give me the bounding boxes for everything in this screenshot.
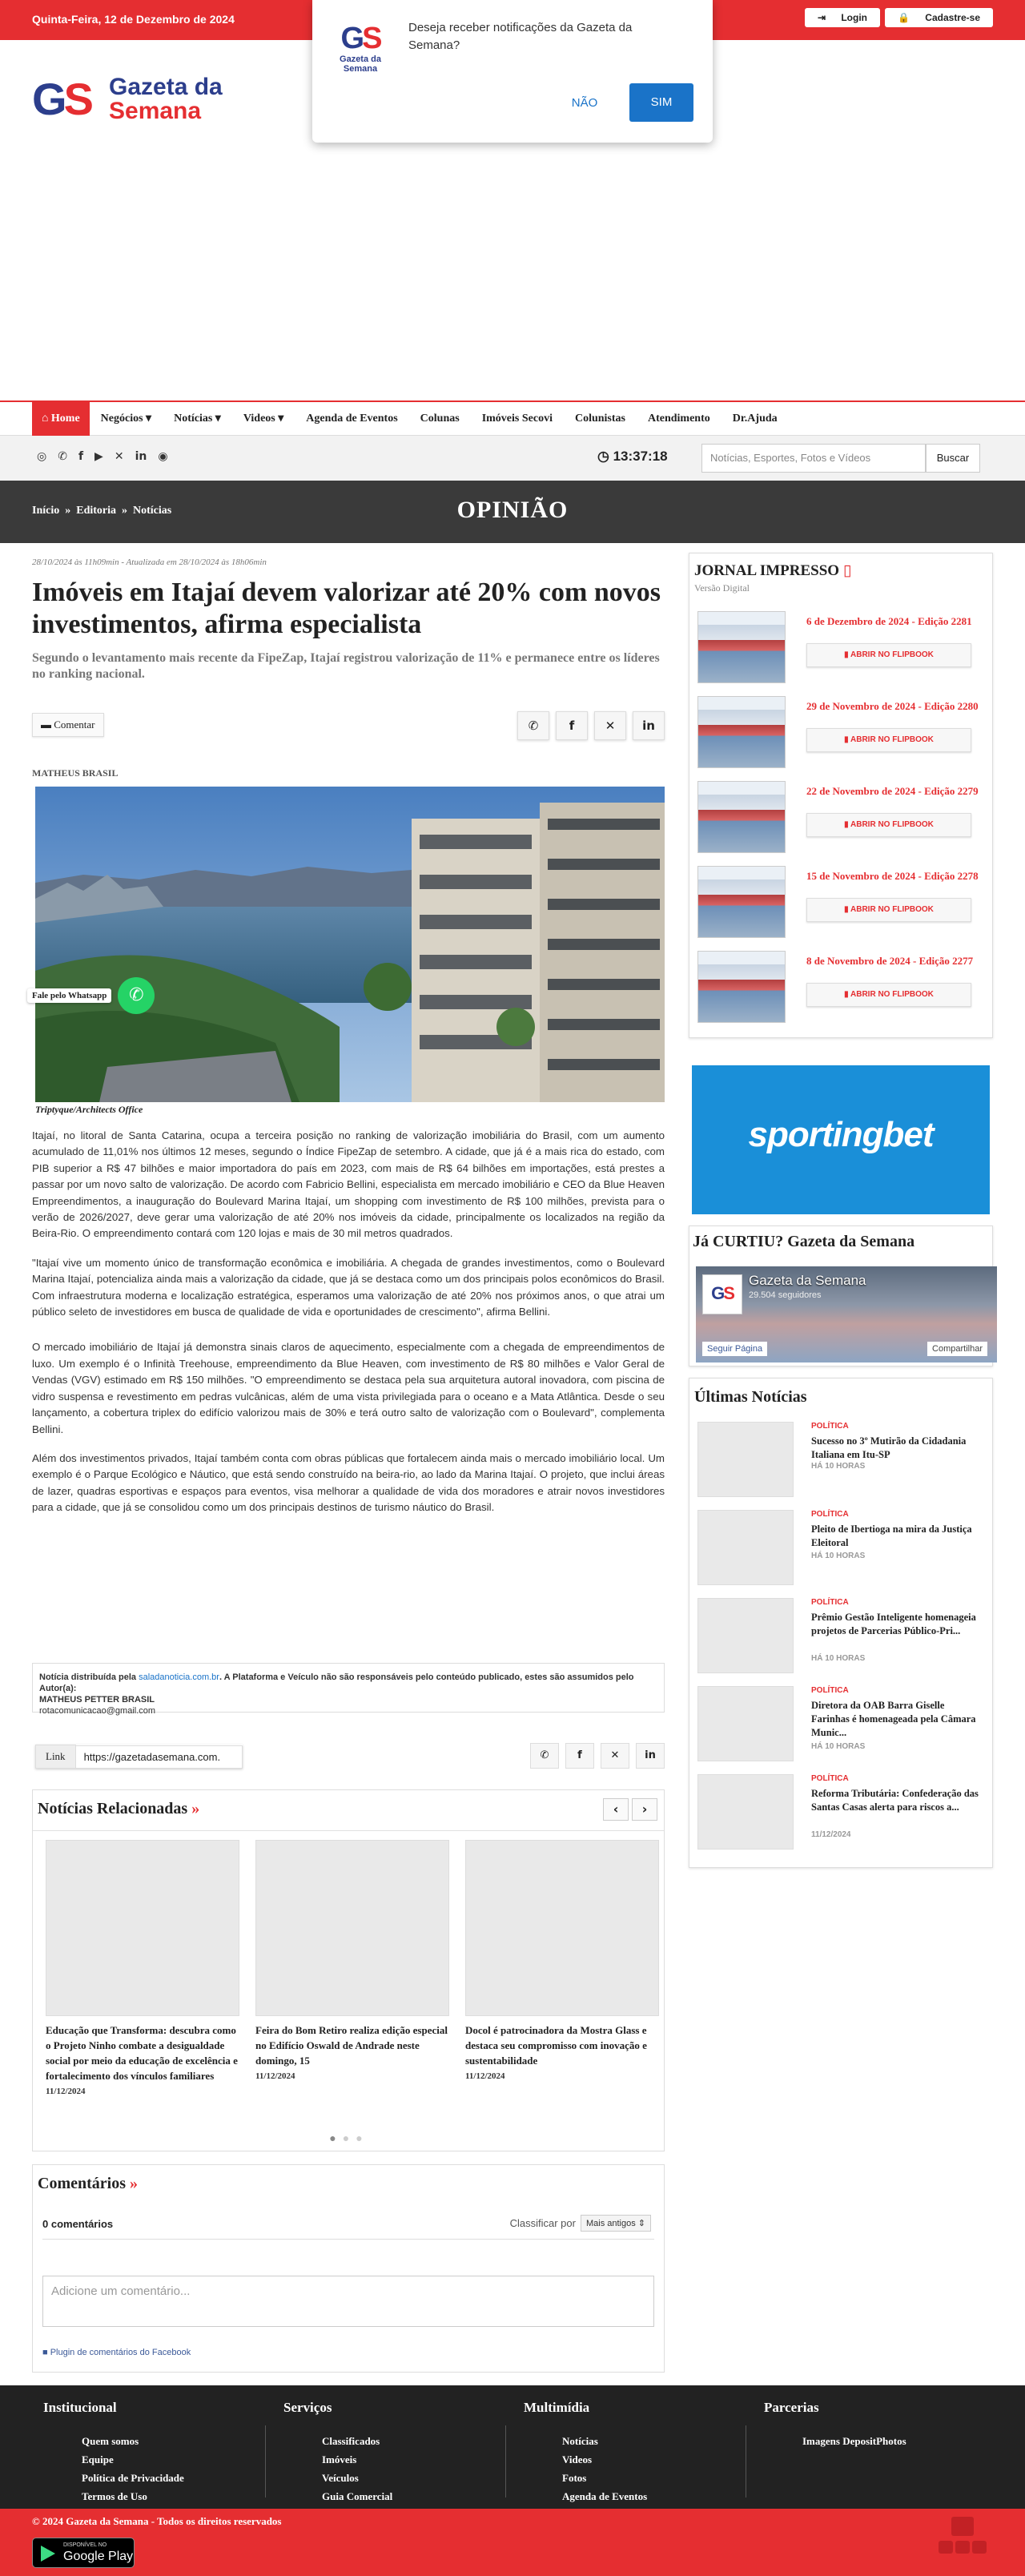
- popup-yes-button[interactable]: SIM: [629, 83, 693, 122]
- section-title: OPINIÃO: [456, 497, 569, 523]
- social-search-row: [0, 436, 1025, 481]
- share-linkedin-icon[interactable]: in: [636, 1743, 665, 1769]
- notification-popup: [312, 0, 713, 143]
- linkedin-icon[interactable]: in: [135, 450, 147, 463]
- footer-column-title: Multimídia: [524, 2400, 590, 2415]
- nav-noticias[interactable]: Notícias ▾: [174, 413, 221, 425]
- comment-icon: ▬: [41, 718, 51, 731]
- logo-line-2: Semana: [109, 98, 202, 124]
- footer-link[interactable]: Veículos: [322, 2472, 359, 2484]
- edition-item[interactable]: [697, 781, 986, 861]
- pdf-icon: ▮: [844, 905, 849, 914]
- related-card[interactable]: [255, 1840, 449, 2081]
- google-play-icon: [41, 2546, 55, 2562]
- x-icon[interactable]: ✕: [114, 450, 124, 463]
- jornal-subtitle: Versão Digital: [694, 582, 750, 594]
- facebook-widget: [689, 1226, 993, 1366]
- comment-sort: Classificar por Mais antigos ⇕: [510, 2215, 651, 2232]
- paragraph: Além dos investimentos privados, Itajaí também conta com obras públicas que fortalecem ainda mais o mercado imobiliário local. Um exemplo é o Parque Ecológico e Náutico, que está sendo construído na beira-rio, ao lado da Marina Itajaí. O projeto, que inclui áreas de lazer, quadras esportivas e espaços para eventos, visa melhorar a qualidade de vida dos moradores e atrair novos investidores para a cidade, que já se consolidou como um dos principais destinos de turismo náutico do Brasil.: [32, 1451, 665, 1514]
- related-card[interactable]: [46, 1840, 239, 2096]
- paragraph: "Itajaí vive um momento único de transformação econômica e imobiliária. A chegada de grandes investimentos, como o Boulevard Marina Itajaí, potencializa ainda mais a valorização da cidade, que já se destaca como um dos principais polos econômicos do Brasil. Com infraestrutura moderna e localização estratégica, esperamos uma valorização de até 20% nos próximos anos, o que atrai um público seleto de investidores em busca de qualidade de vida e oportunidades de crescimento", afirma Bellini.: [32, 1256, 665, 1318]
- clock-icon: ◷: [597, 449, 609, 464]
- sportingbet-ad[interactable]: [692, 1065, 990, 1214]
- search-button[interactable]: Buscar: [926, 444, 980, 473]
- chat-widget-icon[interactable]: [939, 2517, 987, 2562]
- latest-title-text[interactable]: Sucesso no 3º Mutirão da Cidadania Italiana em Itu-SP: [811, 1435, 967, 1460]
- footer-column: [753, 2400, 993, 2499]
- search-input[interactable]: Notícias, Esportes, Fotos e Vídeos: [701, 444, 926, 473]
- jornal-title: JORNAL IMPRESSO ▯: [694, 561, 852, 579]
- comment-count: 0 comentários: [42, 2218, 114, 2230]
- latest-item[interactable]: [697, 1510, 987, 1590]
- related-image: [255, 1840, 449, 2016]
- facebook-icon[interactable]: f: [78, 450, 84, 463]
- whatsapp-icon[interactable]: ✆: [118, 977, 155, 1014]
- latest-title: Últimas Notícias: [694, 1388, 807, 1406]
- article-meta: 28/10/2024 às 11h09min - Atualizada em 28/10/2024 às 18h06min: [32, 557, 267, 567]
- share-buttons-bottom: [530, 1743, 665, 1769]
- nav-drajuda[interactable]: Dr.Ajuda: [732, 413, 778, 425]
- related-card-title: Educação que Transforma: descubra como o Projeto Ninho combate a desigualdade social por meio da educação de excelência e fortalecimento dos vínculos familiares: [46, 2024, 238, 2082]
- related-card-date: 11/12/2024: [255, 2071, 295, 2081]
- comment-button[interactable]: ▬ Comentar: [32, 713, 104, 737]
- breadcrumb: Início » Editoria » Notícias: [32, 505, 172, 517]
- footer-column-title: Serviços: [283, 2400, 332, 2415]
- copyright-text: © 2024 Gazeta da Semana - Todos os direitos reservados: [32, 2515, 282, 2527]
- logo-mark: GS: [32, 74, 90, 124]
- footer-link[interactable]: Termos de Uso: [82, 2490, 147, 2502]
- footer-column: [272, 2400, 512, 2502]
- latest-date: 11/12/2024: [811, 1830, 851, 1839]
- related-image: [46, 1840, 239, 2016]
- latest-item[interactable]: [697, 1774, 987, 1854]
- footer-column: [512, 2400, 753, 2502]
- share-linkedin-icon[interactable]: in: [633, 711, 665, 740]
- latest-category: POLÍTICA: [811, 1510, 849, 1519]
- latest-category: POLÍTICA: [811, 1774, 849, 1783]
- edition-cover[interactable]: [697, 696, 786, 768]
- edition-item[interactable]: [697, 866, 986, 946]
- related-card[interactable]: [465, 1840, 659, 2081]
- instagram-icon[interactable]: ◎: [37, 450, 47, 463]
- related-title: Notícias Relacionadas »: [38, 1800, 200, 1817]
- pdf-icon: ▮: [844, 820, 849, 829]
- share-x-icon[interactable]: ✕: [601, 1743, 629, 1769]
- latest-category: POLÍTICA: [811, 1422, 849, 1431]
- ad-text: sportingbet: [748, 1115, 934, 1154]
- related-image: [465, 1840, 659, 2016]
- article-body: [32, 1128, 665, 1529]
- article-author: MATHEUS BRASIL: [32, 767, 119, 779]
- whatsapp-float[interactable]: [27, 977, 155, 1014]
- footer-column-title: Institucional: [43, 2400, 117, 2415]
- breadcrumb-inicio[interactable]: Início: [32, 505, 60, 517]
- article-subtitle: Segundo o levantamento mais recente da FipeZap, Itajaí registrou valorização de 11% e permanece entre os líderes no ranking nacional.: [32, 651, 660, 681]
- copyright-bar: [0, 2509, 1025, 2576]
- latest-image[interactable]: [697, 1422, 794, 1497]
- curtiu-title: Já CURTIU? Gazeta da Semana: [693, 1233, 915, 1250]
- facebook-page-box[interactable]: [696, 1266, 997, 1362]
- edition-cover[interactable]: [697, 781, 786, 853]
- source-link[interactable]: saladanoticia.com.br: [139, 1672, 219, 1682]
- article-headline: Imóveis em Itajaí devem valorizar até 20% com novos investimentos, afirma especialista: [32, 578, 661, 639]
- section-header: [0, 481, 1025, 543]
- logo-line-1: Gazeta da: [109, 74, 223, 100]
- nav-negocios[interactable]: Negócios ▾: [100, 413, 152, 425]
- article: [32, 557, 665, 2357]
- share-x-icon[interactable]: ✕: [594, 711, 626, 740]
- lock-icon: 🔒: [891, 8, 916, 27]
- footer-link[interactable]: Agenda de Eventos: [562, 2490, 648, 2502]
- distribution-disclaimer: Notícia distribuída pela saladanoticia.com.br. A Plataforma e Veículo não são responsáveis pelo conteúdo publicado, estes são assumidos pelo Autor(a): MATHEUS PETTER BRASIL rotacomunicacao@gmail.com: [32, 1663, 665, 1713]
- nav-colunistas[interactable]: Colunistas: [574, 413, 625, 425]
- related-card-date: 11/12/2024: [465, 2071, 505, 2081]
- footer-link[interactable]: Videos: [562, 2453, 593, 2465]
- paragraph: O mercado imobiliário de Itajaí já demonstra sinais claros de aquecimento, especialmente com a chegada de empreendimentos de luxo. Um exemplo é o Infinità Treehouse, empreendimento da Blue Heaven, com investimento de R$ 80 milhões e Valor Geral de Vendas (VGV) estimado em R$ 150 milhões. "O empreendimento se destaca pela sua arquitetura autoral inovadora, com piscina de vidro suspensa e revestimento em pedras vulcânicas, além de uma vista privilegiada para o oceano e a Mata Atlântica. Desde o seu lançamento, a cobertura triplex do edifício valorizou mais de 30% e terá outro salto de valorização com o Boulevard", complementa Bellini.: [32, 1341, 665, 1435]
- footer-link[interactable]: Notícias: [562, 2435, 598, 2447]
- edition-title[interactable]: 22 de Novembro de 2024 - Edição 2279: [806, 785, 979, 797]
- comments-section: [32, 2164, 665, 2373]
- latest-item[interactable]: [697, 1686, 987, 1766]
- page-followers: 29.504 seguidores: [749, 1290, 822, 1300]
- facebook-plugin-link[interactable]: ■ Plugin de comentários do Facebook: [42, 2348, 191, 2357]
- flipbook-button[interactable]: ▮ ABRIR NO FLIPBOOK: [806, 728, 971, 752]
- popup-no-button[interactable]: NÃO: [571, 96, 598, 110]
- latest-title-text[interactable]: Diretora da OAB Barra Giselle Farinhas é homenageada pela Câmara Munic...: [811, 1700, 976, 1738]
- flipbook-button[interactable]: ▮ ABRIR NO FLIPBOOK: [806, 813, 971, 837]
- footer-link[interactable]: Política de Privacidade: [82, 2472, 184, 2484]
- edition-item[interactable]: [697, 611, 986, 691]
- whatsapp-icon[interactable]: ✆: [58, 450, 67, 463]
- nav-home[interactable]: ⌂ Home: [32, 402, 90, 436]
- google-play-badge[interactable]: DISPONÍVEL NO Google Play: [32, 2538, 135, 2568]
- pdf-icon: ▮: [844, 650, 849, 659]
- breadcrumb-noticias[interactable]: Notícias: [133, 505, 172, 517]
- edition-title[interactable]: 8 de Novembro de 2024 - Edição 2277: [806, 955, 974, 967]
- footer-link[interactable]: Classificados: [322, 2435, 380, 2447]
- page-avatar: GS: [702, 1274, 742, 1314]
- pdf-icon: ▮: [844, 990, 849, 999]
- edition-title[interactable]: 29 de Novembro de 2024 - Edição 2280: [806, 700, 979, 712]
- next-arrow-icon[interactable]: ›: [632, 1798, 657, 1821]
- link-label: Link: [35, 1745, 76, 1769]
- edition-cover[interactable]: [697, 611, 786, 683]
- whatsapp-label: Fale pelo Whatsapp: [27, 988, 111, 1003]
- sort-select[interactable]: Mais antigos ⇕: [581, 2215, 651, 2232]
- footer: [0, 2385, 1025, 2509]
- share-facebook-icon[interactable]: f: [556, 711, 588, 740]
- latest-date: HÁ 10 HORAS: [811, 1552, 866, 1560]
- latest-date: HÁ 10 HORAS: [811, 1654, 866, 1663]
- latest-title-text[interactable]: Pleito de Ibertioga na mira da Justiça Eleitoral: [811, 1523, 972, 1548]
- related-news: [32, 1789, 665, 2151]
- nav-colunas[interactable]: Colunas: [420, 413, 460, 425]
- edition-title[interactable]: 6 de Dezembro de 2024 - Edição 2281: [806, 615, 972, 627]
- latest-category: POLÍTICA: [811, 1686, 849, 1695]
- carousel-dots[interactable]: ●●●: [329, 2133, 369, 2145]
- jornal-impresso: [689, 553, 993, 1038]
- related-card-title: Feira do Bom Retiro realiza edição especial no Edifício Oswald de Andrade neste domingo, 15: [255, 2024, 448, 2067]
- youtube-icon[interactable]: ▶: [94, 450, 103, 463]
- follow-page-button[interactable]: Seguir Página: [702, 1342, 767, 1356]
- home-icon: ⌂: [42, 413, 49, 425]
- paragraph: Itajaí, no litoral de Santa Catarina, ocupa a terceira posição no ranking de valorização imobiliária do Brasil, com um aumento acumulado de 11,01% nos últimos 12 meses, segundo o Índice FipeZap de setembro. A cidade, que já é a mais rica do estado, com PIB superior a R$ 47 bilhões e maior importadora do país em 2023, com mais de R$ 64 bilhões em importações, está prestes a passar por um novo salto de valorização. De acordo com Fabricio Bellini, especialista em mercado imobiliário e CEO da Blue Heaven Empreendimentos, a inauguração do Boulevard Marina Itajaí, um shopping com investimento de R$ 100 milhões, prevista para o verão de 2026/2027, deve gerar uma valorização de até 20% nos imóveis da cidade, principalmente os localizados na região da Beira-Rio. O empreendimento contará com 120 lojas e mais de 30 mil metros quadrados.: [32, 1129, 665, 1240]
- rss-icon[interactable]: ◉: [158, 450, 168, 463]
- latest-category: POLÍTICA: [811, 1598, 849, 1607]
- latest-news: [689, 1378, 993, 1868]
- share-page-button[interactable]: Compartilhar: [927, 1342, 987, 1356]
- edition-cover[interactable]: [697, 951, 786, 1023]
- disclaimer-email: rotacomunicacao@gmail.com: [39, 1706, 156, 1716]
- photo-caption: Triptyque/Architects Office: [35, 1104, 143, 1115]
- login-button[interactable]: ⇥ Login: [805, 8, 880, 27]
- edition-item[interactable]: [697, 951, 986, 1031]
- latest-date: HÁ 10 HORAS: [811, 1742, 866, 1751]
- popup-message: Deseja receber notificações da Gazeta da Semana?: [408, 21, 633, 52]
- footer-link[interactable]: Equipe: [82, 2453, 114, 2465]
- breadcrumb-editoria[interactable]: Editoria: [76, 505, 117, 517]
- facebook-icon: ■: [42, 2348, 48, 2357]
- register-button[interactable]: 🔒 Cadastre-se: [885, 8, 993, 27]
- disclaimer-author: MATHEUS PETTER BRASIL: [39, 1695, 155, 1705]
- footer-link[interactable]: Guia Comercial: [322, 2490, 393, 2502]
- latest-title-text[interactable]: Reforma Tributária: Confederação das Santas Casas alerta para riscos a...: [811, 1788, 979, 1813]
- latest-image[interactable]: [697, 1598, 794, 1673]
- share-whatsapp-icon[interactable]: ✆: [530, 1743, 559, 1769]
- pdf-icon: ▮: [844, 735, 849, 744]
- comments-title: Comentários »: [38, 2175, 138, 2192]
- share-buttons: [517, 711, 665, 740]
- latest-title-text[interactable]: Prêmio Gestão Inteligente homenageia projetos de Parcerias Público-Pri...: [811, 1612, 976, 1636]
- phone-icon: ▯: [842, 561, 852, 579]
- share-facebook-icon[interactable]: f: [565, 1743, 594, 1769]
- nav-atendimento[interactable]: Atendimento: [647, 413, 710, 425]
- latest-image[interactable]: [697, 1686, 794, 1761]
- latest-item[interactable]: [697, 1422, 987, 1502]
- flipbook-button[interactable]: ▮ ABRIR NO FLIPBOOK: [806, 898, 971, 922]
- footer-link[interactable]: Fotos: [562, 2472, 587, 2484]
- latest-image[interactable]: [697, 1774, 794, 1849]
- link-field[interactable]: https://gazetadasemana.com.: [76, 1745, 243, 1769]
- nav-agenda[interactable]: Agenda de Eventos: [306, 413, 398, 425]
- latest-date: HÁ 10 HORAS: [811, 1462, 866, 1471]
- nav-videos[interactable]: Videos ▾: [243, 413, 284, 425]
- popup-logo: GS Gazeta da Semana: [340, 22, 381, 74]
- related-card-title: Docol é patrocinadora da Mostra Glass e destaca seu compromisso com inovação e sustentabilidade: [465, 2024, 647, 2067]
- main-nav: [0, 400, 1025, 436]
- footer-link[interactable]: Imagens DepositPhotos: [802, 2435, 906, 2447]
- flipbook-button[interactable]: ▮ ABRIR NO FLIPBOOK: [806, 983, 971, 1007]
- clock: ◷ 13:37:18: [597, 449, 668, 464]
- flipbook-button[interactable]: ▮ ABRIR NO FLIPBOOK: [806, 643, 971, 667]
- latest-image[interactable]: [697, 1510, 794, 1585]
- prev-arrow-icon[interactable]: ‹: [603, 1798, 629, 1821]
- footer-link[interactable]: Imóveis: [322, 2453, 357, 2465]
- page-name[interactable]: Gazeta da Semana: [749, 1273, 866, 1288]
- site-logo[interactable]: [32, 75, 240, 123]
- edition-cover[interactable]: [697, 866, 786, 938]
- footer-column-title: Parcerias: [764, 2400, 819, 2415]
- latest-item[interactable]: [697, 1598, 987, 1678]
- footer-link[interactable]: Quem somos: [82, 2435, 139, 2447]
- article-photo: [35, 787, 665, 1102]
- share-whatsapp-icon[interactable]: ✆: [517, 711, 549, 740]
- footer-column: [32, 2400, 272, 2502]
- current-date: Quinta-Feira, 12 de Dezembro de 2024: [32, 13, 235, 26]
- related-card-date: 11/12/2024: [46, 2087, 86, 2096]
- nav-imoveis[interactable]: Imóveis Secovi: [481, 413, 553, 425]
- login-icon: ⇥: [811, 8, 832, 27]
- permalink: [35, 1745, 243, 1769]
- edition-title[interactable]: 15 de Novembro de 2024 - Edição 2278: [806, 870, 979, 882]
- comment-input[interactable]: Adicione um comentário...: [42, 2276, 654, 2327]
- edition-item[interactable]: [697, 696, 986, 776]
